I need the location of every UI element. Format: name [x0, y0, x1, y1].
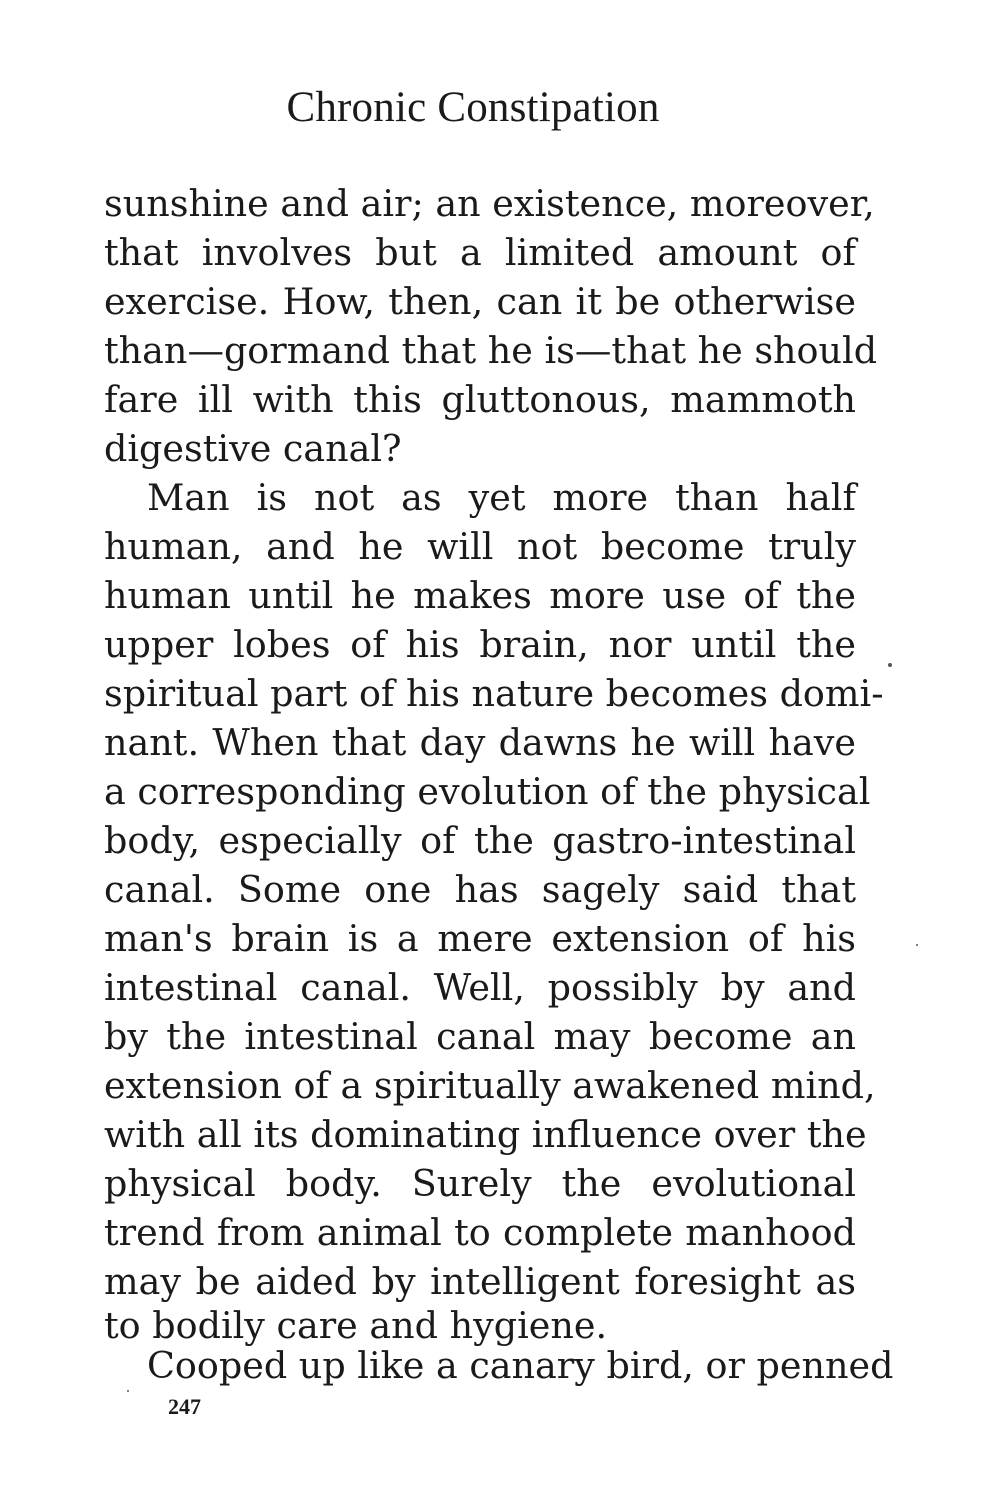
body-line: human until he makes more use of the [104, 574, 856, 617]
scan-speck [916, 944, 918, 946]
scan-speck [888, 663, 892, 667]
body-line: body, especially of the gastro-intestinal [104, 819, 856, 862]
body-line: to bodily care and hygiene. [104, 1304, 608, 1347]
body-line: with all its dominating influence over the [104, 1113, 867, 1156]
paragraph-first-line: Man is not as yet more than half [147, 476, 856, 519]
body-line: spiritual part of his nature becomes domi- [104, 672, 884, 715]
body-line: may be aided by intelligent foresight as [104, 1260, 856, 1303]
body-line: man's brain is a mere extension of his [104, 917, 856, 960]
body-line: than—gormand that he is—that he should [104, 329, 878, 372]
body-line: canal. Some one has sagely said that [104, 868, 856, 911]
body-line: digestive canal? [104, 427, 402, 470]
scan-speck [127, 1390, 129, 1392]
body-line: upper lobes of his brain, nor until the [104, 623, 856, 666]
body-line: exercise. How, then, can it be otherwise [104, 280, 856, 323]
body-line: sunshine and air; an existence, moreover, [104, 182, 875, 225]
page-number: 247 [168, 1394, 201, 1419]
body-line: extension of a spiritually awakened mind, [104, 1064, 876, 1107]
body-line: nant. When that day dawns he will have [104, 721, 856, 764]
body-line: intestinal canal. Well, possibly by and [104, 966, 856, 1009]
body-line: trend from animal to complete manhood [104, 1211, 856, 1254]
body-line: physical body. Surely the evolutional [104, 1162, 856, 1205]
body-line: by the intestinal canal may become an [104, 1015, 856, 1058]
body-line: human, and he will not become truly [104, 525, 856, 568]
body-line: fare ill with this gluttonous, mammoth [104, 378, 856, 421]
paragraph-first-line: Cooped up like a canary bird, or penned [147, 1344, 894, 1387]
running-head: Chronic Constipation [286, 84, 660, 131]
body-line: that involves but a limited amount of [104, 231, 856, 274]
body-line: a corresponding evolution of the physical [104, 770, 871, 813]
